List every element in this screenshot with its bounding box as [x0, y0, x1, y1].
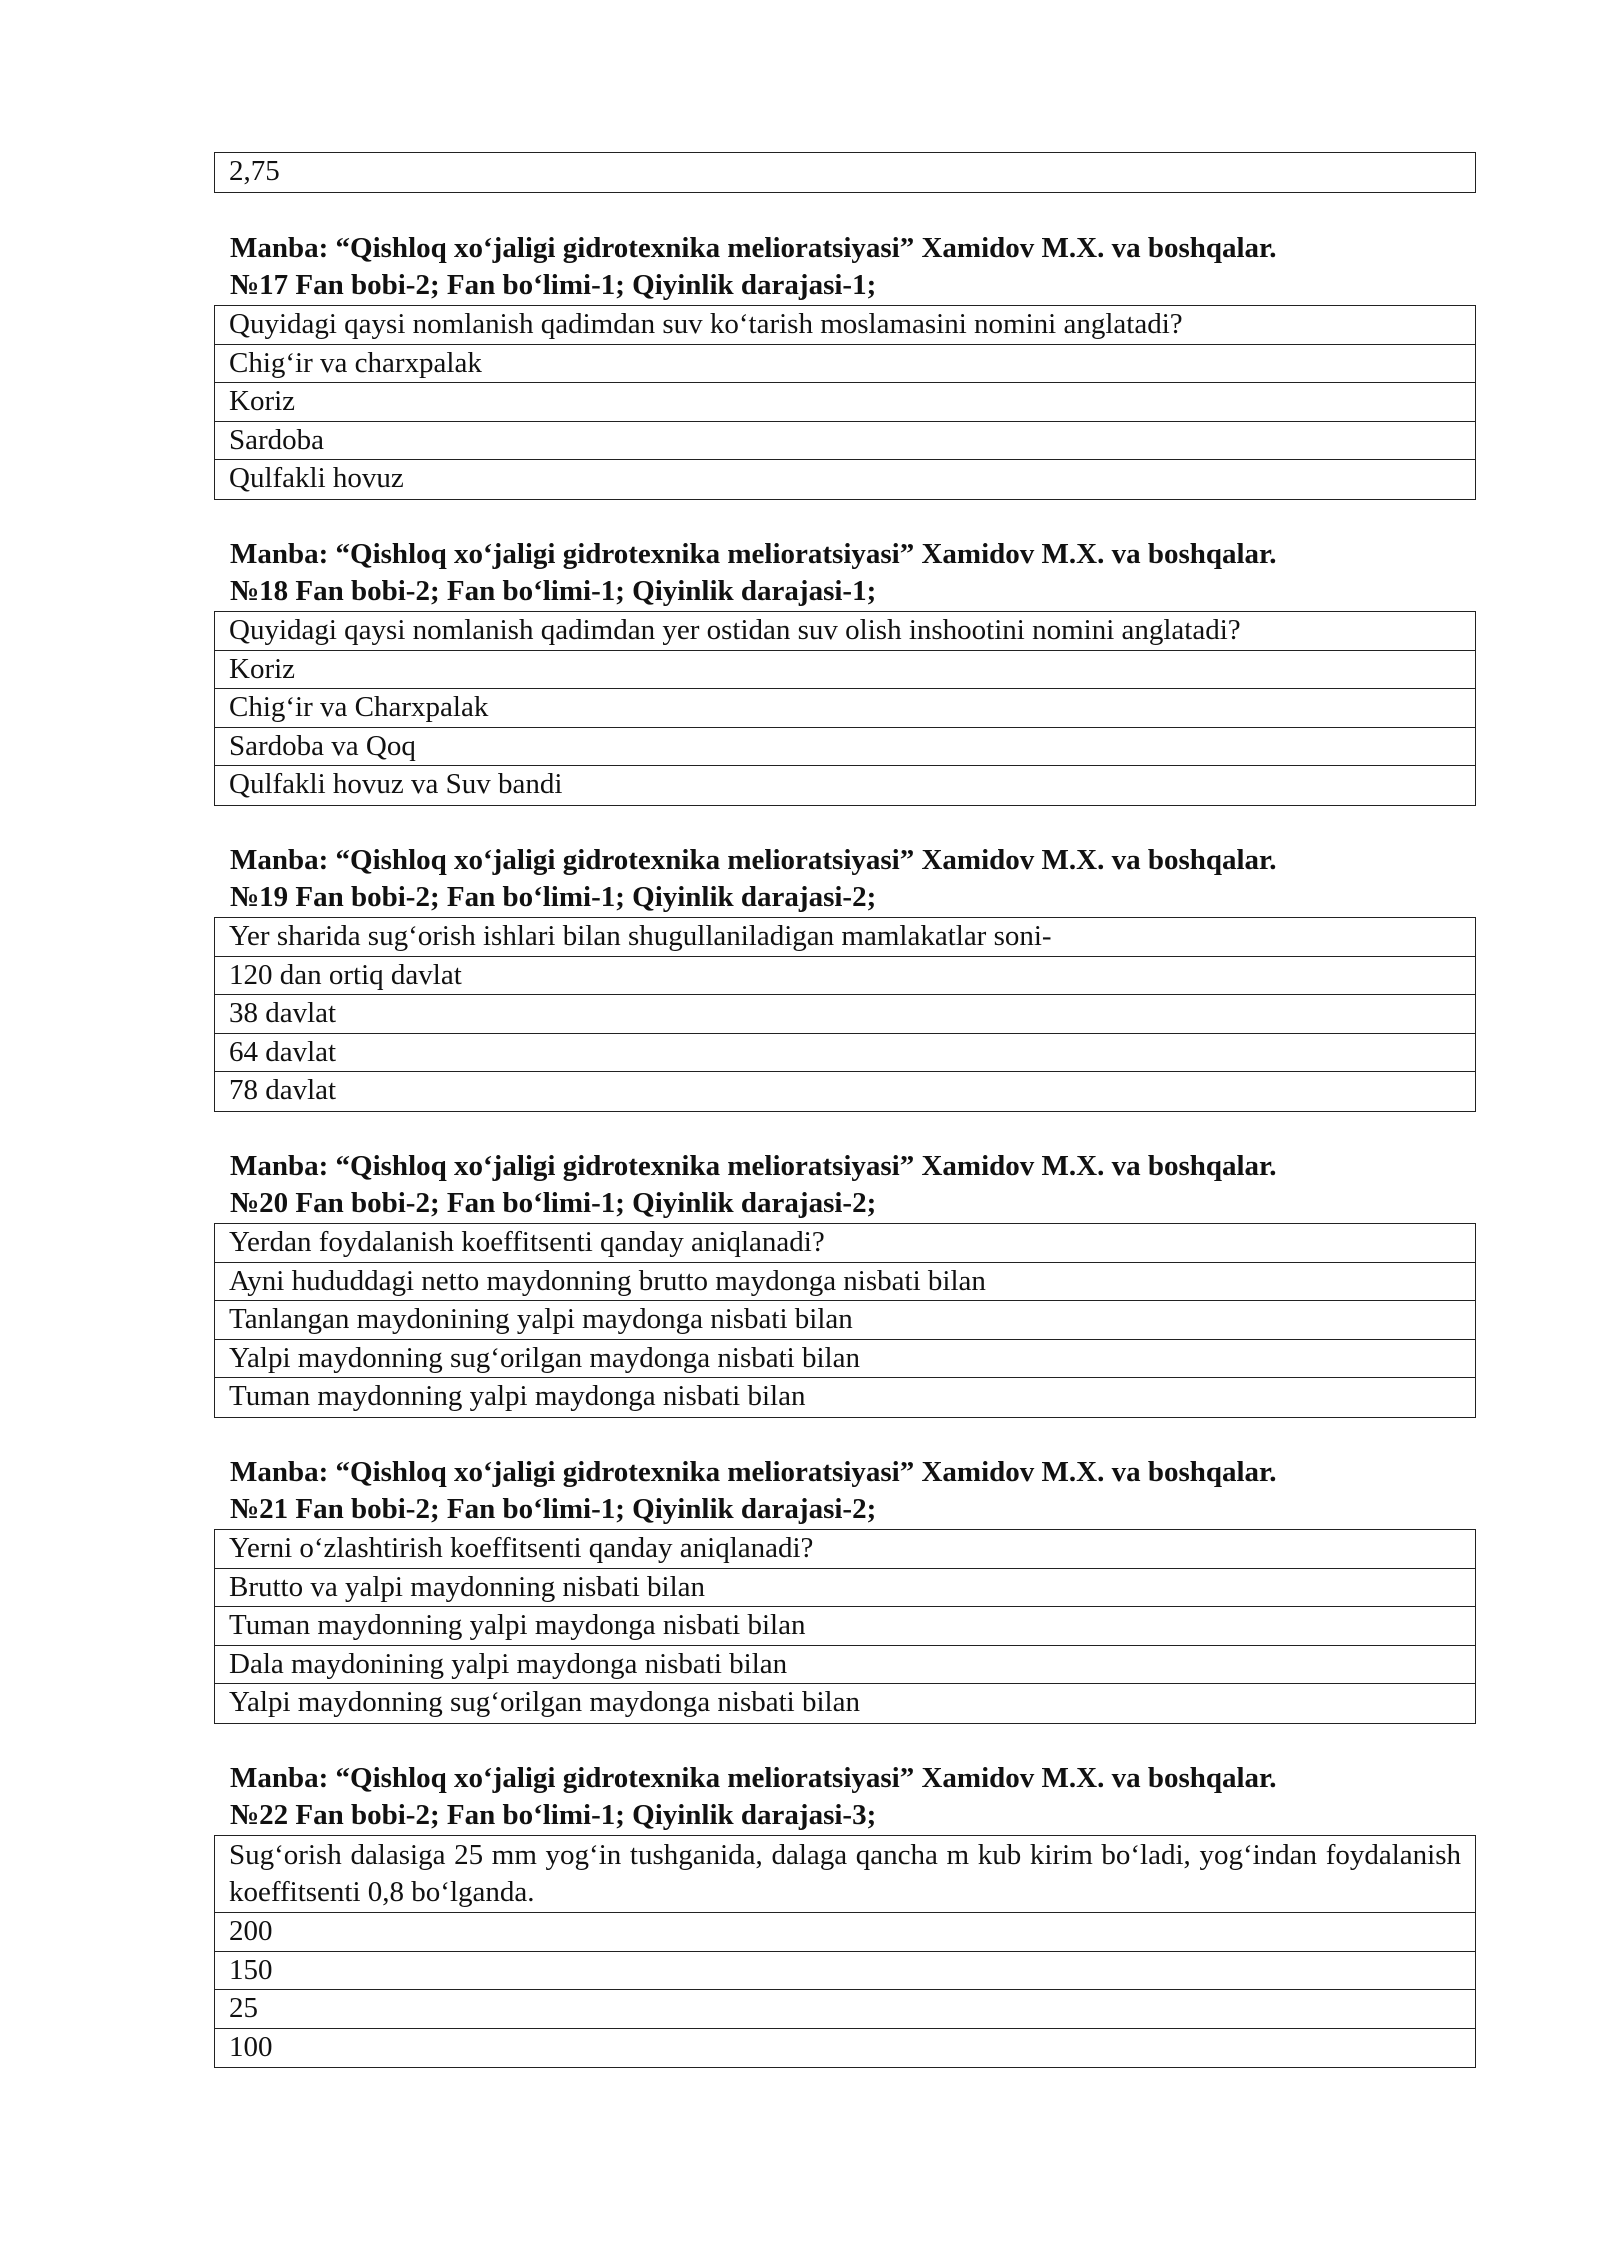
question-text: Yerdan foydalanish koeffitsenti qanday aniqlanadi?: [215, 1224, 1475, 1263]
question-table-17: [214, 305, 1476, 500]
source-line: Manba: “Qishloq xo‘jaligi gidrotexnika melioratsiyasi” Xamidov M.X. va boshqalar.: [230, 844, 1277, 876]
option-row: Koriz: [215, 651, 1475, 690]
meta-line: №17 Fan bobi-2; Fan bo‘limi-1; Qiyinlik darajasi-1;: [230, 269, 877, 301]
answer-cell: 2,75: [229, 155, 280, 187]
question-table-18: [214, 611, 1476, 806]
option-row: 78 davlat: [229, 1074, 337, 1106]
option-row: Tanlangan maydonining yalpi maydonga nisbati bilan: [215, 1301, 1475, 1340]
option-row: Sardoba va Qoq: [215, 728, 1475, 767]
question-header-21: [230, 1454, 1490, 1528]
meta-line: №19 Fan bobi-2; Fan bo‘limi-1; Qiyinlik darajasi-2;: [230, 881, 877, 913]
source-line: Manba: “Qishloq xo‘jaligi gidrotexnika melioratsiyasi” Xamidov M.X. va boshqalar.: [230, 1456, 1277, 1488]
option-row: Tuman maydonning yalpi maydonga nisbati bilan: [215, 1607, 1475, 1646]
source-line: Manba: “Qishloq xo‘jaligi gidrotexnika melioratsiyasi” Xamidov M.X. va boshqalar.: [230, 538, 1277, 570]
question-header-22: [230, 1760, 1490, 1834]
answer-table-prev: [214, 152, 1476, 193]
option-row: Chig‘ir va charxpalak: [215, 345, 1475, 384]
option-row: 150: [215, 1952, 1475, 1991]
question-header-19: [230, 842, 1490, 916]
option-row: Sardoba: [215, 422, 1475, 461]
question-text: Quyidagi qaysi nomlanish qadimdan suv ko‘tarish moslamasini nomini anglatadi?: [215, 306, 1475, 345]
option-row: 64 davlat: [215, 1034, 1475, 1073]
source-line: Manba: “Qishloq xo‘jaligi gidrotexnika melioratsiyasi” Xamidov M.X. va boshqalar.: [230, 1150, 1277, 1182]
question-table-22: [214, 1835, 1476, 2068]
question-text: Sug‘orish dalasiga 25 mm yog‘in tushganida, dalaga qancha m kub kirim bo‘ladi, yog‘indan foydalanish koeffitsenti 0,8 bo‘lganda.: [215, 1836, 1475, 1913]
option-row: Qulfakli hovuz va Suv bandi: [229, 768, 563, 800]
option-row: 38 davlat: [215, 995, 1475, 1034]
option-row: Yalpi maydonning sug‘orilgan maydonga nisbati bilan: [215, 1340, 1475, 1379]
question-header-17: [230, 230, 1490, 304]
meta-line: №21 Fan bobi-2; Fan bo‘limi-1; Qiyinlik darajasi-2;: [230, 1493, 877, 1525]
option-row: Ayni hududdagi netto maydonning brutto maydonga nisbati bilan: [215, 1263, 1475, 1302]
question-text: Yer sharida sug‘orish ishlari bilan shugullaniladigan mamlakatlar soni-: [215, 918, 1475, 957]
option-row: 120 dan ortiq davlat: [215, 957, 1475, 996]
option-row: Koriz: [215, 383, 1475, 422]
question-header-18: [230, 536, 1490, 610]
option-row: Dala maydonining yalpi maydonga nisbati bilan: [215, 1646, 1475, 1685]
option-row: Chig‘ir va Charxpalak: [215, 689, 1475, 728]
meta-line: №22 Fan bobi-2; Fan bo‘limi-1; Qiyinlik darajasi-3;: [230, 1799, 877, 1831]
question-text: Yerni o‘zlashtirish koeffitsenti qanday aniqlanadi?: [215, 1530, 1475, 1569]
question-header-20: [230, 1148, 1490, 1222]
option-row: Qulfakli hovuz: [229, 462, 404, 494]
meta-line: №18 Fan bobi-2; Fan bo‘limi-1; Qiyinlik darajasi-1;: [230, 575, 877, 607]
meta-line: №20 Fan bobi-2; Fan bo‘limi-1; Qiyinlik darajasi-2;: [230, 1187, 877, 1219]
source-line: Manba: “Qishloq xo‘jaligi gidrotexnika melioratsiyasi” Xamidov M.X. va boshqalar.: [230, 232, 1277, 264]
option-row: Yalpi maydonning sug‘orilgan maydonga nisbati bilan: [229, 1686, 860, 1718]
question-table-20: [214, 1223, 1476, 1418]
option-row: Tuman maydonning yalpi maydonga nisbati bilan: [229, 1380, 806, 1412]
option-row: 200: [215, 1913, 1475, 1952]
question-table-19: [214, 917, 1476, 1112]
option-row: Brutto va yalpi maydonning nisbati bilan: [215, 1569, 1475, 1608]
option-row: 25: [215, 1990, 1475, 2029]
question-text: Quyidagi qaysi nomlanish qadimdan yer ostidan suv olish inshootini nomini anglatadi?: [215, 612, 1475, 651]
source-line: Manba: “Qishloq xo‘jaligi gidrotexnika melioratsiyasi” Xamidov M.X. va boshqalar.: [230, 1762, 1277, 1794]
question-table-21: [214, 1529, 1476, 1724]
option-row: 100: [229, 2030, 273, 2063]
